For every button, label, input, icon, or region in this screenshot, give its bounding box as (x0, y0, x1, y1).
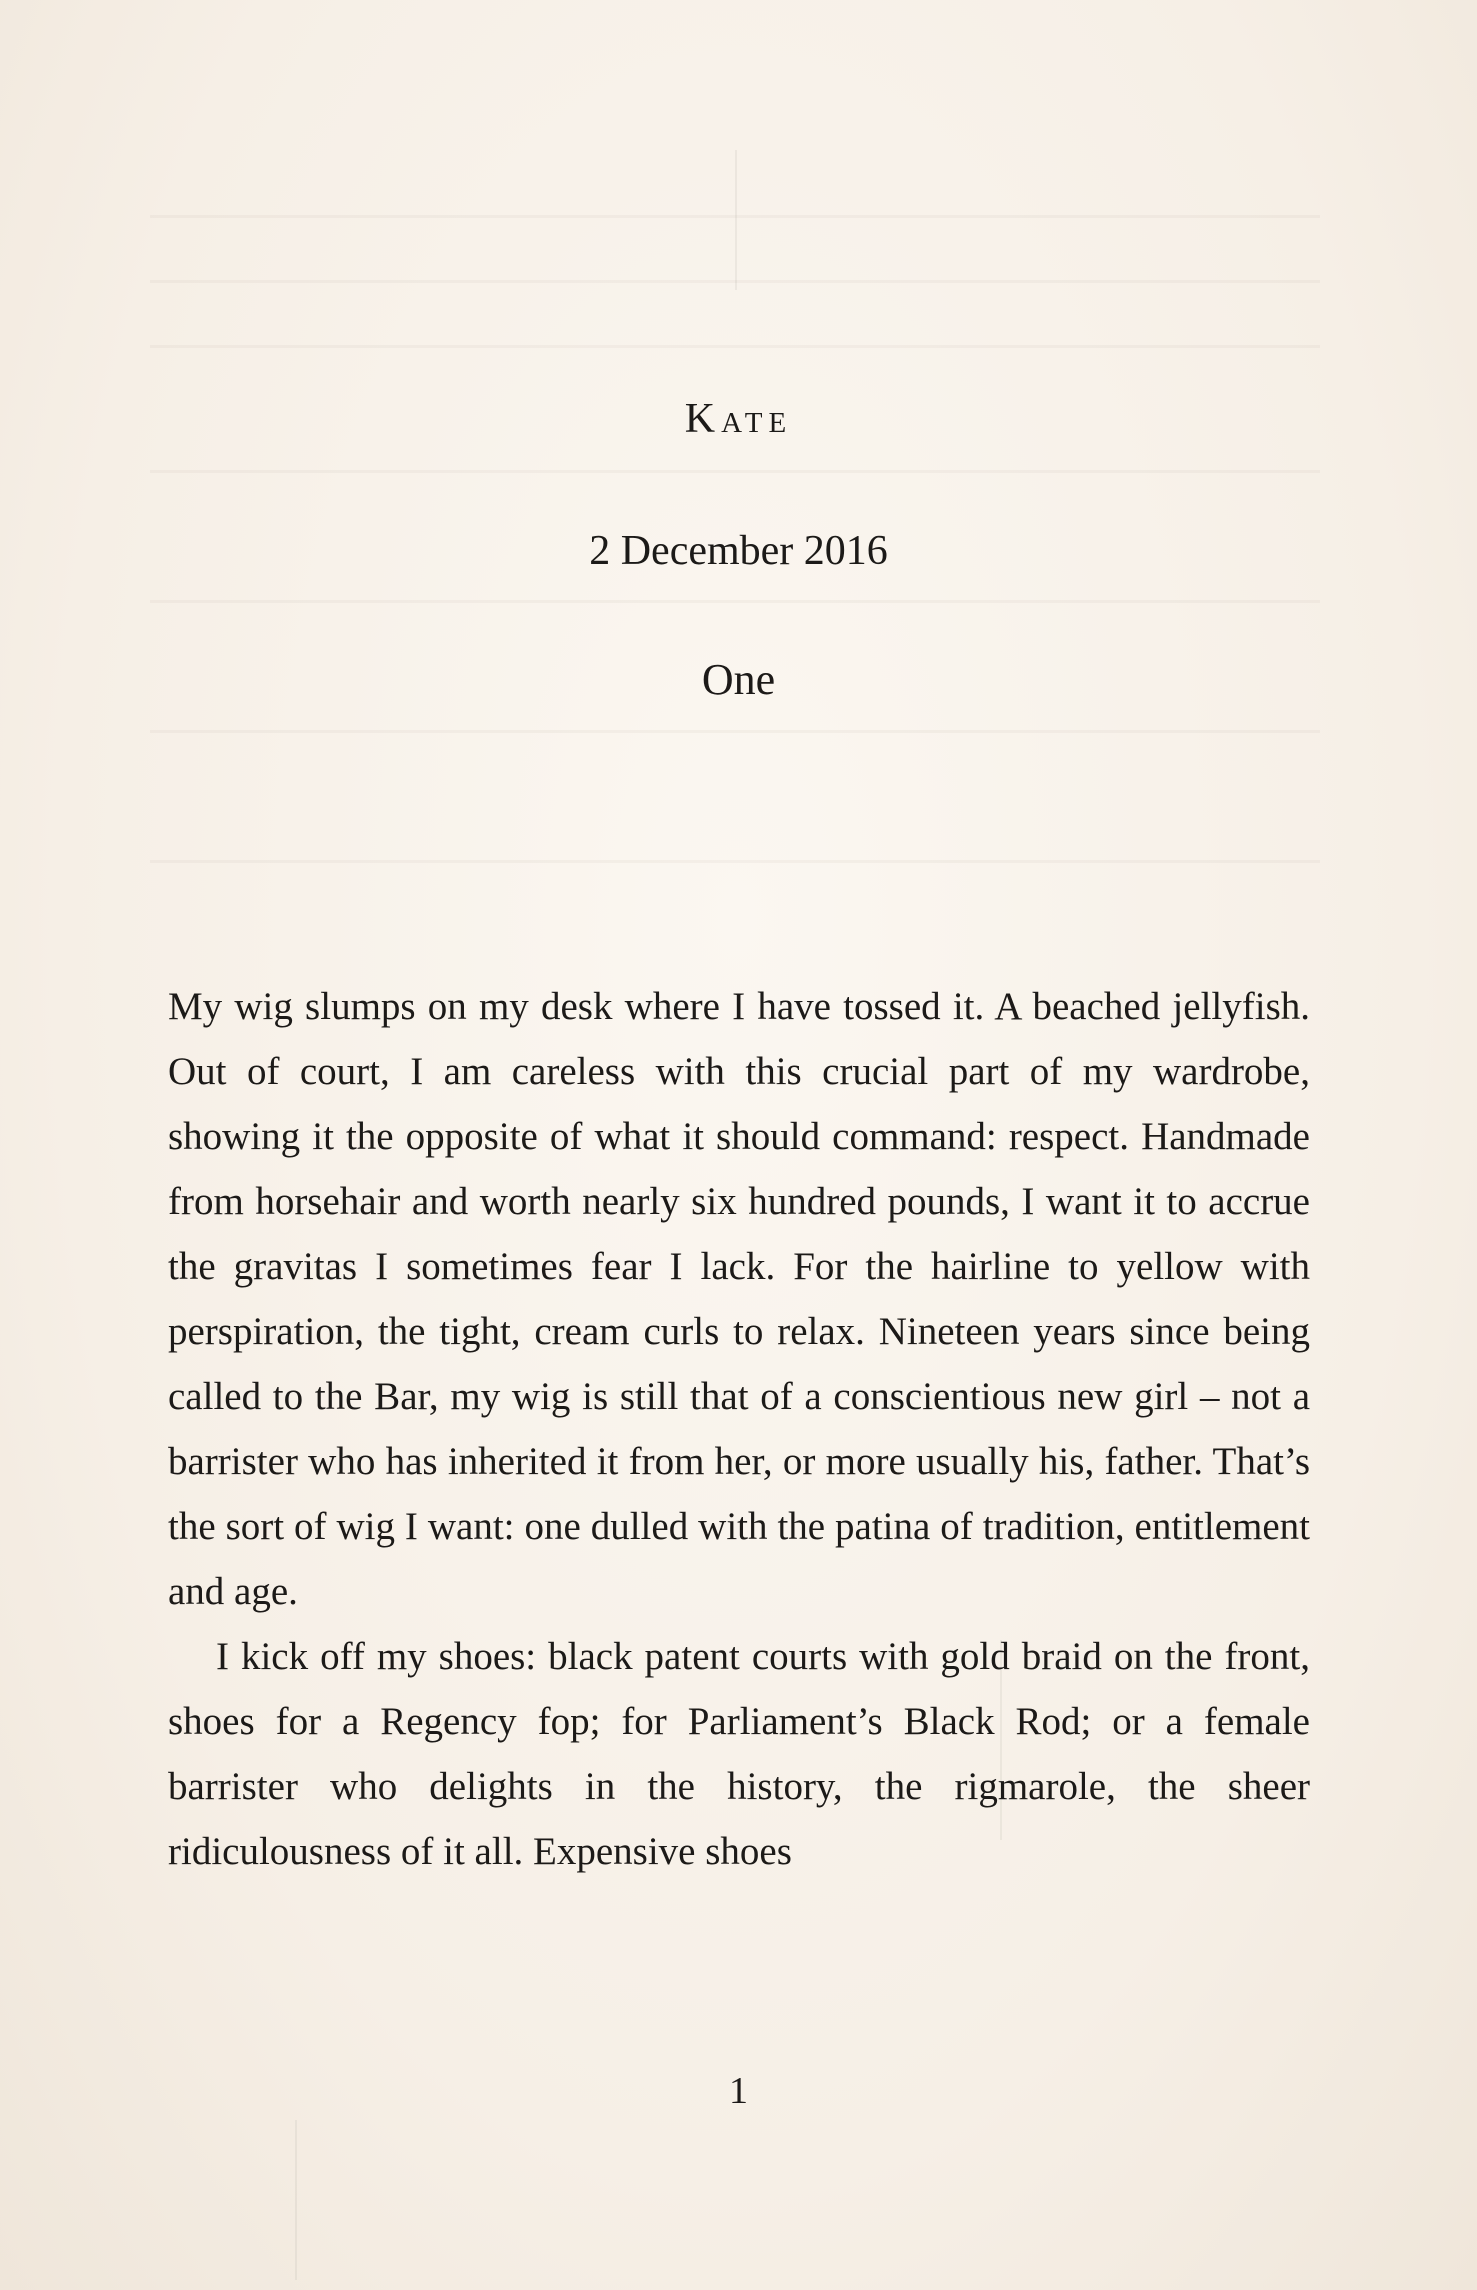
page-number: 1 (729, 2070, 748, 2112)
section-heading: Kate (684, 396, 793, 442)
show-through-line (150, 860, 1320, 863)
show-through-line (150, 600, 1320, 603)
body-text (168, 974, 1310, 1884)
section-date: 2 December 2016 (589, 528, 888, 574)
show-through-line (150, 730, 1320, 733)
show-through-line (150, 470, 1320, 473)
chapter-title: One (701, 655, 776, 704)
paragraph: I kick off my shoes: black patent courts with gold braid on the front, shoes for a Regency fop; for Parliament’s Black Rod; or a female barrister who delights in the history, the rigmarole, the sheer ridiculousness of it all. Expensive shoes (168, 1635, 1310, 1873)
paragraph: My wig slumps on my desk where I have tossed it. A beached jellyfish. Out of court, I am careless with this crucial part of my wardrobe, showing it the opposite of what it should command: respect. Handmade from horsehair and worth nearly six hundred pounds, I want it to accrue the gravitas I sometimes fear I lack. For the hairline to yellow with perspiration, the tight, cream curls to relax. Nineteen years since being called to the Bar, my wig is still that of a conscientious new girl – not a barrister who has inherited it from her, or more usually his, father. That’s the sort of wig I want: one dulled with the patina of tradition, entitlement and age. (168, 985, 1310, 1613)
paper-crease (735, 150, 737, 290)
show-through-line (150, 345, 1320, 348)
paper-crease (295, 2120, 297, 2280)
